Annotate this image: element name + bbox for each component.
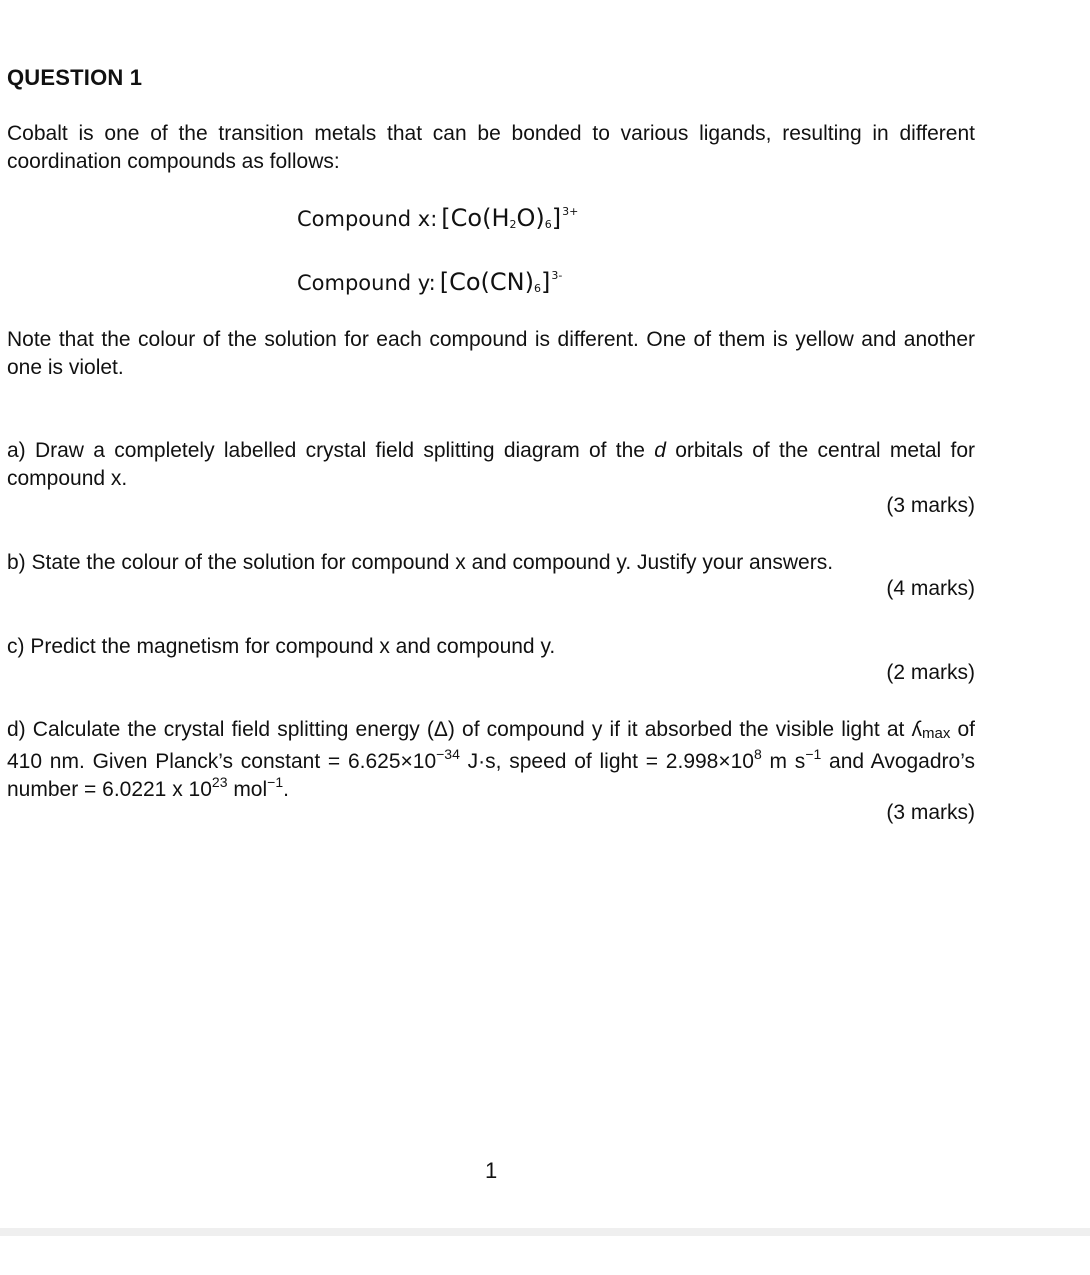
part-c-marks: (2 marks) bbox=[886, 661, 975, 684]
page-number: 1 bbox=[485, 1158, 498, 1183]
note-paragraph: Note that the colour of the solution for each compound is different. One of them is yellow and another one is violet. bbox=[7, 328, 975, 379]
compound-x-formula: $[Co(H_2O)_6]^{3+}$ bbox=[441, 204, 579, 232]
lambda-symbol: ʎ bbox=[911, 718, 923, 741]
compound-x-line bbox=[297, 204, 578, 232]
part-d-question: d) Calculate the crystal field splitting energy (Δ) of compound y if it absorbed the visible light at ʎmax of 410 nm. Given Planck’s constant = $6.625\times 10^{-34}$ J·s, speed of light = $2.998\times 10^8$ m $s^{-1}$ and Avogadro’s number = 6.0221 x $10^{23}$ mol$^{-1}$. bbox=[7, 718, 975, 801]
compound-y-formula: $[Co(CN)_6]^{3-}$ bbox=[439, 268, 563, 296]
compound-y-label: Compound y: bbox=[297, 271, 436, 295]
compound-x-label: Compound x: bbox=[297, 207, 438, 231]
part-a-marks: (3 marks) bbox=[886, 494, 975, 517]
part-c-question: c) Predict the magnetism for compound x and compound y. bbox=[7, 635, 556, 658]
page-bottom-divider bbox=[0, 1228, 1090, 1275]
part-d-marks: (3 marks) bbox=[886, 801, 975, 824]
part-a-question: a) Draw a completely labelled crystal field splitting diagram of the d orbitals of the central metal for compound x. bbox=[7, 439, 975, 490]
intro-paragraph: Cobalt is one of the transition metals that can be bonded to various ligands, resulting in different coordination compounds as follows: bbox=[7, 122, 975, 173]
part-b-question: b) State the colour of the solution for compound x and compound y. Justify your answers. bbox=[7, 551, 834, 574]
compound-y-line bbox=[297, 268, 562, 296]
part-b-marks: (4 marks) bbox=[886, 577, 975, 600]
question-title: QUESTION 1 bbox=[7, 65, 143, 90]
